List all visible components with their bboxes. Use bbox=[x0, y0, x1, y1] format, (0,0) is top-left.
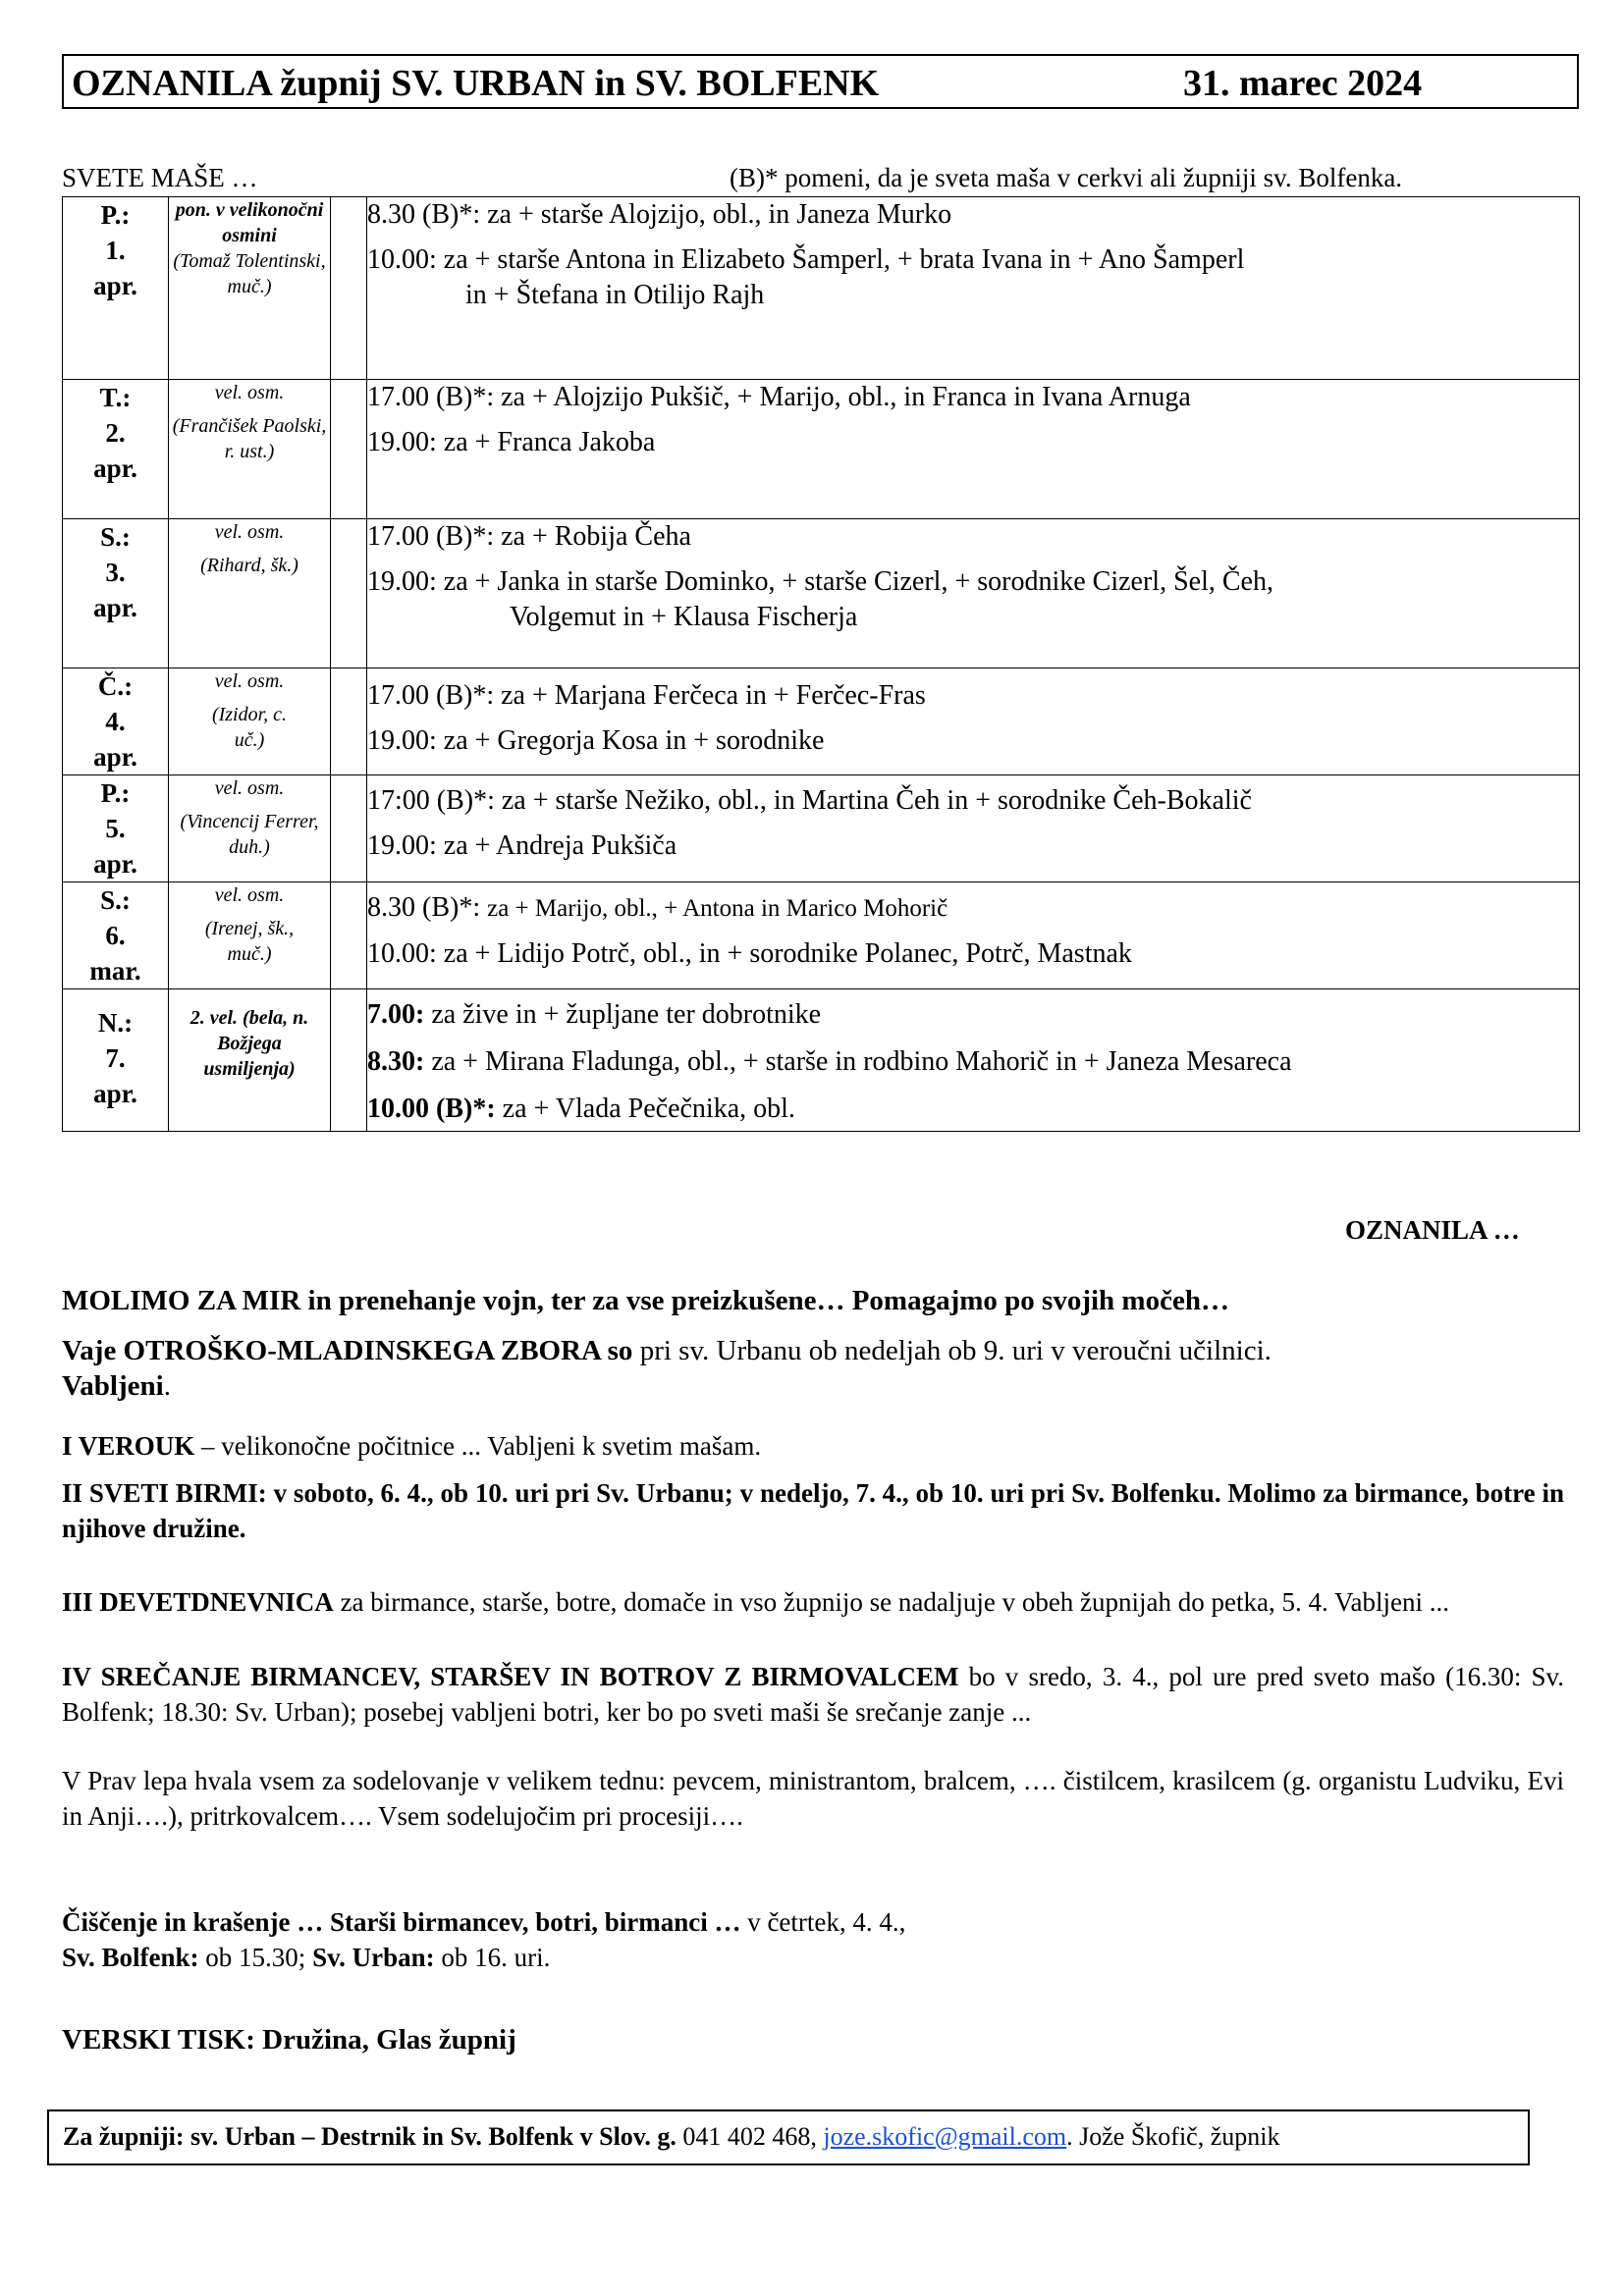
feast-cell: vel. osm. (Izidor, c. uč.) bbox=[169, 668, 331, 775]
mass-cell: 17.00 (B)*: za + Robija Čeha 19.00: za + Janka in starše Dominko, + starše Cizerl, + sorodnike Cizerl, Šel, Čeh, Volgemut in + Klausa Fischerja bbox=[367, 519, 1580, 668]
table-row bbox=[63, 775, 1580, 882]
feast-cell: pon. v velikonočni osmini (Tomaž Tolentinski, muč.) bbox=[169, 197, 331, 380]
footer-phone: 041 402 468, bbox=[682, 2122, 817, 2151]
table-row bbox=[63, 197, 1580, 380]
announcements-title: OZNANILA … bbox=[1345, 1215, 1520, 1245]
page-title: OZNANILA župnij SV. URBAN in SV. BOLFENK bbox=[72, 63, 880, 104]
novena-notice: III DEVETDNEVNICA za birmance, starše, botre, domače in vso župnijo se nadaljuje v obeh župnijah do petka, 5. 4. Vabljeni ... bbox=[62, 1587, 1449, 1617]
table-row bbox=[63, 380, 1580, 519]
table-row bbox=[63, 989, 1580, 1132]
mass-cell: 17.00 (B)*: za + Marjana Ferčeca in + Ferčec-Fras 19.00: za + Gregorja Kosa in + sorodnike bbox=[367, 668, 1580, 775]
feast-cell: vel. osm. (Rihard, šk.) bbox=[169, 519, 331, 668]
footer-signature: . Jože Škofič, župnik bbox=[1066, 2122, 1280, 2151]
table-row bbox=[63, 882, 1580, 989]
day-cell: S.: 6. mar. bbox=[63, 882, 169, 989]
mass-cell: 8.30 (B)*: za + Marijo, obl., + Antona in Marico Mohorič 10.00: za + Lidijo Potrč, obl., in + sorodnike Polanec, Potrč, Mastnak bbox=[367, 882, 1580, 989]
mass-cell: 7.00: za žive in + župljane ter dobrotnike 8.30: za + Mirana Fladunga, obl., + starše in rodbino Mahorič in + Janeza Mesareca 10.00 (B)*: za + Vlada Pečečnika, obl. bbox=[367, 989, 1580, 1132]
feast-cell: vel. osm. (Irenej, šk., muč.) bbox=[169, 882, 331, 989]
mass-cell: 17:00 (B)*: za + starše Nežiko, obl., in Martina Čeh in + sorodnike Čeh-Bokalič 19.00: za + Andreja Pukšiča bbox=[367, 775, 1580, 882]
table-row bbox=[63, 668, 1580, 775]
day-cell: P.: 1. apr. bbox=[63, 197, 169, 380]
footer-box bbox=[47, 2109, 1530, 2165]
verouk-notice: I VEROUK – velikonočne počitnice ... Vabljeni k svetim mašam. bbox=[62, 1431, 762, 1461]
day-cell: Č.: 4. apr. bbox=[63, 668, 169, 775]
peace-prayer: MOLIMO ZA MIR in prenehanje vojn, ter za vse preizkušene… Pomagajmo po svojih močeh… bbox=[62, 1285, 1229, 1316]
page-date: 31. marec 2024 bbox=[1183, 63, 1423, 104]
email-link[interactable]: joze.skofic@gmail.com bbox=[823, 2122, 1067, 2151]
day-cell: T.: 2. apr. bbox=[63, 380, 169, 519]
choir-notice: Vaje OTROŠKO-MLADINSKEGA ZBORA so pri sv. Urbanu ob nedeljah ob 9. uri v veroučni učilnici. Vabljeni. bbox=[62, 1335, 1272, 1402]
footer-parishes: Za župniji: sv. Urban – Destrnik in Sv. Bolfenk v Slov. g. bbox=[63, 2122, 677, 2151]
mass-cell: 17.00 (B)*: za + Alojzijo Pukšič, + Marijo, obl., in Franca in Ivana Arnuga 19.00: za + Franca Jakoba bbox=[367, 380, 1580, 519]
meeting-notice: IV SREČANJE BIRMANCEV, STARŠEV IN BOTROV Z BIRMOVALCEM bo v sredo, 3. 4., pol ure pred sveto mašo (16.30: Sv. Bolfenk; 18.30: Sv. Urban); posebej vabljeni botri, ker bo po sveti maši še srečanje zanje ... bbox=[62, 1662, 1564, 1727]
feast-cell: 2. vel. (bela, n. Božjega usmiljenja) bbox=[169, 989, 331, 1132]
title-box bbox=[62, 54, 1579, 109]
feast-cell: vel. osm. (Frančišek Paolski, r. ust.) bbox=[169, 380, 331, 519]
press-notice: VERSKI TISK: Družina, Glas župnij bbox=[62, 2024, 516, 2056]
day-cell: S.: 3. apr. bbox=[63, 519, 169, 668]
cleaning-notice: Čiščenje in krašenje … Starši birmancev, botri, birmanci … v četrtek, 4. 4., Sv. Bolfenk: ob 15.30; Sv. Urban: ob 16. uri. bbox=[62, 1907, 906, 1972]
table-row bbox=[63, 519, 1580, 668]
thanks-notice: V Prav lepa hvala vsem za sodelovanje v velikem tednu: pevcem, ministrantom, bralcem, …. čistilcem, krasilcem (g. organistu Ludviku, Evi in Anji….), pritrkovalcem…. Vsem sodelujočim pri procesiji…. bbox=[62, 1766, 1564, 1831]
day-cell: N.: 7. apr. bbox=[63, 989, 169, 1132]
feast-cell: vel. osm. (Vincencij Ferrer, duh.) bbox=[169, 775, 331, 882]
masses-heading: SVETE MAŠE … bbox=[62, 163, 258, 192]
mass-cell: 8.30 (B)*: za + starše Alojzijo, obl., in Janeza Murko 10.00: za + starše Antona in Elizabeto Šamperl, + brata Ivana in + Ano Šamperl in + Štefana in Otilijo Rajh bbox=[367, 197, 1580, 380]
masses-legend: (B)* pomeni, da je sveta maša v cerkvi ali župniji sv. Bolfenka. bbox=[730, 163, 1403, 192]
day-cell: P.: 5. apr. bbox=[63, 775, 169, 882]
mass-schedule-table bbox=[62, 196, 1580, 1132]
confirmation-notice: II SVETI BIRMI: v soboto, 6. 4., ob 10. uri pri Sv. Urbanu; v nedeljo, 7. 4., ob 10. uri pri Sv. Bolfenku. Molimo za birmance, botre in njihove družine. bbox=[62, 1478, 1564, 1543]
